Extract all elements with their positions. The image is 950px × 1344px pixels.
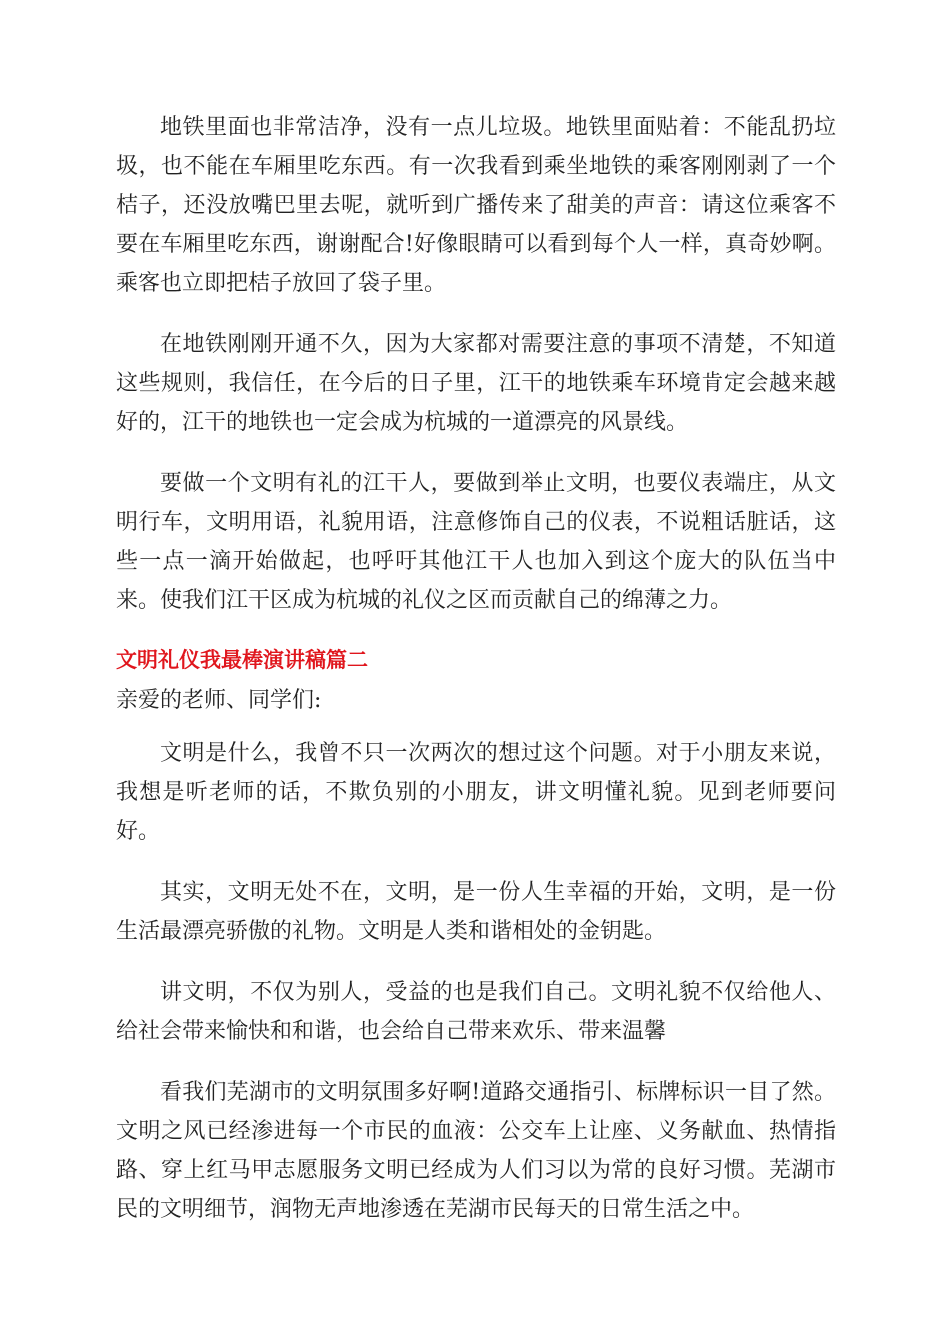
section-heading: 文明礼仪我最棒演讲稿篇二 xyxy=(116,648,368,672)
document-page xyxy=(116,108,836,1251)
paragraph-civilization-everywhere: 其实，文明无处不在，文明，是一份人生幸福的开始，文明，是一份生活最漂亮骄傲的礼物。文明是人类和谐相处的金钥匙。 xyxy=(116,880,836,944)
paragraph-civilized-citizen: 要做一个文明有礼的江干人，要做到举止文明，也要仪表端庄，从文明行车，文明用语，礼貌用语，注意修饰自己的仪表，不说粗话脏话，这些一点一滴开始做起，也呼吁其他江干人也加入到这个庞大的队伍当中来。使我们江干区成为杭城的礼仪之区而贡献自己的绵薄之力。 xyxy=(116,471,836,613)
paragraph-wuhu-civilization: 看我们芜湖市的文明氛围多好啊!道路交通指引、标牌标识一目了然。文明之风已经渗进每一个市民的血液：公交车上让座、义务献血、热情指路、穿上红马甲志愿服务文明已经成为人们习以为常的良好习惯。芜湖市民的文明细节，润物无声地渗透在芜湖市民每天的日常生活之中。 xyxy=(116,1080,836,1222)
paragraph-what-is-civilization: 文明是什么，我曾不只一次两次的想过这个问题。对于小朋友来说，我想是听老师的话，不欺负别的小朋友，讲文明懂礼貌。见到老师要问好。 xyxy=(116,741,836,844)
paragraph-subway-rules: 在地铁刚刚开通不久，因为大家都对需要注意的事项不清楚，不知道这些规则，我信任，在今后的日子里，江干的地铁乘车环境肯定会越来越好的，江干的地铁也一定会成为杭城的一道漂亮的风景线。 xyxy=(116,332,836,435)
salutation: 亲爱的老师、同学们: xyxy=(116,688,322,713)
paragraph-subway-cleanliness: 地铁里面也非常洁净，没有一点儿垃圾。地铁里面贴着：不能乱扔垃圾，也不能在车厢里吃东西。有一次我看到乘坐地铁的乘客刚刚剥了一个桔子，还没放嘴巴里去呢，就听到广播传来了甜美的声音：请这位乘客不要在车厢里吃东西，谢谢配合!好像眼睛可以看到每个人一样，真奇妙啊。乘客也立即把桔子放回了袋子里。 xyxy=(116,115,836,296)
paragraph-civilization-benefits: 讲文明，不仅为别人，受益的也是我们自己。文明礼貌不仅给他人、给社会带来愉快和和谐，也会给自己带来欢乐、带来温馨 xyxy=(116,980,836,1044)
